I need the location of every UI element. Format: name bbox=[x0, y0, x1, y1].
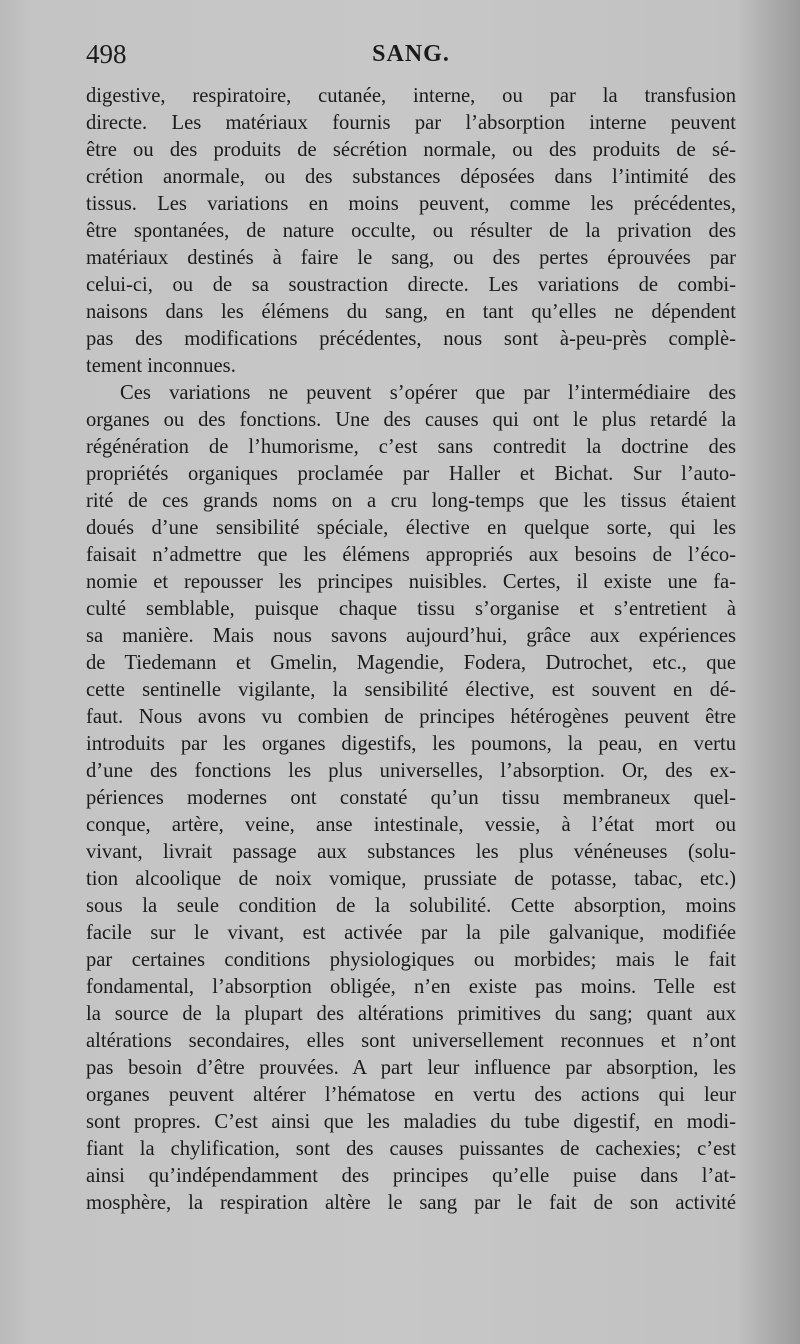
text-line: fondamental, l’absorption obligée, n’en existe pas moins. Telle est bbox=[86, 976, 736, 998]
text-line: digestive, respiratoire, cutanée, interne, ou par la transfusion bbox=[86, 85, 736, 107]
running-head: SANG. bbox=[372, 41, 450, 67]
text-line: organes ou des fonctions. Une des causes qui ont le plus retardé la bbox=[86, 409, 736, 431]
body-text bbox=[86, 83, 736, 1217]
text-line: faisait n’admettre que les élémens appropriés aux besoins de l’éco- bbox=[86, 544, 736, 566]
text-line: doués d’une sensibilité spéciale, élective en quelque sorte, qui les bbox=[86, 517, 736, 539]
text-line: culté semblable, puisque chaque tissu s’organise et s’entretient à bbox=[86, 598, 736, 620]
text-line: vivant, livrait passage aux substances les plus vénéneuses (solu- bbox=[86, 841, 736, 863]
text-line: directe. Les matériaux fournis par l’absorption interne peuvent bbox=[86, 112, 736, 134]
text-line: altérations secondaires, elles sont universellement reconnues et n’ont bbox=[86, 1030, 736, 1052]
text-line: sous la seule condition de la solubilité. Cette absorption, moins bbox=[86, 895, 736, 917]
text-line: organes peuvent altérer l’hématose en vertu des actions qui leur bbox=[86, 1084, 736, 1106]
text-line: propriétés organiques proclamée par Haller et Bichat. Sur l’auto- bbox=[86, 463, 736, 485]
text-line: pas des modifications précédentes, nous sont à-peu-près complè- bbox=[86, 328, 736, 350]
text-line: pas besoin d’être prouvées. A part leur influence par absorption, les bbox=[86, 1057, 736, 1079]
text-line: conque, artère, veine, anse intestinale, vessie, à l’état mort ou bbox=[86, 814, 736, 836]
text-line: périences modernes ont constaté qu’un tissu membraneux quel- bbox=[86, 787, 736, 809]
text-line: nomie et repousser les principes nuisibles. Certes, il existe une fa- bbox=[86, 571, 736, 593]
text-line: naisons dans les élémens du sang, en tant qu’elles ne dépendent bbox=[86, 301, 736, 323]
text-line: être ou des produits de sécrétion normale, ou des produits de sé- bbox=[86, 139, 736, 161]
text-line: faut. Nous avons vu combien de principes hétérogènes peuvent être bbox=[86, 706, 736, 728]
text-line: facile sur le vivant, est activée par la pile galvanique, modifiée bbox=[86, 922, 736, 944]
text-line: régénération de l’humorisme, c’est sans contredit la doctrine des bbox=[86, 436, 736, 458]
text-line: de Tiedemann et Gmelin, Magendie, Fodera, Dutrochet, etc., que bbox=[86, 652, 736, 674]
text-line: ainsi qu’indépendamment des principes qu’elle puise dans l’at- bbox=[86, 1165, 736, 1187]
text-line: sont propres. C’est ainsi que les maladies du tube digestif, en modi- bbox=[86, 1111, 736, 1133]
text-line: être spontanées, de nature occulte, ou résulter de la privation des bbox=[86, 220, 736, 242]
text-line: crétion anormale, ou des substances déposées dans l’intimité des bbox=[86, 166, 736, 188]
text-line: celui-ci, ou de sa soustraction directe. Les variations de combi- bbox=[86, 274, 736, 296]
text-line: mosphère, la respiration altère le sang par le fait de son activité bbox=[86, 1192, 736, 1214]
text-line: sa manière. Mais nous savons aujourd’hui, grâce aux expériences bbox=[86, 625, 736, 647]
paragraph-end-line: tement inconnues. bbox=[86, 355, 236, 377]
text-line: rité de ces grands noms on a cru long-temps que les tissus étaient bbox=[86, 490, 736, 512]
text-line: introduits par les organes digestifs, les poumons, la peau, en vertu bbox=[86, 733, 736, 755]
page-number: 498 bbox=[86, 39, 127, 69]
text-line: d’une des fonctions les plus universelles, l’absorption. Or, des ex- bbox=[86, 760, 736, 782]
text-line: cette sentinelle vigilante, la sensibilité élective, est souvent en dé- bbox=[86, 679, 736, 701]
text-line: matériaux destinés à faire le sang, ou des pertes éprouvées par bbox=[86, 247, 736, 269]
text-line: tissus. Les variations en moins peuvent, comme les précédentes, bbox=[86, 193, 736, 215]
text-line: la source de la plupart des altérations primitives du sang; quant aux bbox=[86, 1003, 736, 1025]
text-line: fiant la chylification, sont des causes puissantes de cachexies; c’est bbox=[86, 1138, 736, 1160]
page-header bbox=[86, 34, 736, 74]
text-line: tion alcoolique de noix vomique, prussiate de potasse, tabac, etc.) bbox=[86, 868, 736, 890]
paragraph-start-line: Ces variations ne peuvent s’opérer que par l’intermédiaire des bbox=[120, 382, 736, 404]
text-line: par certaines conditions physiologiques ou morbides; mais le fait bbox=[86, 949, 736, 971]
